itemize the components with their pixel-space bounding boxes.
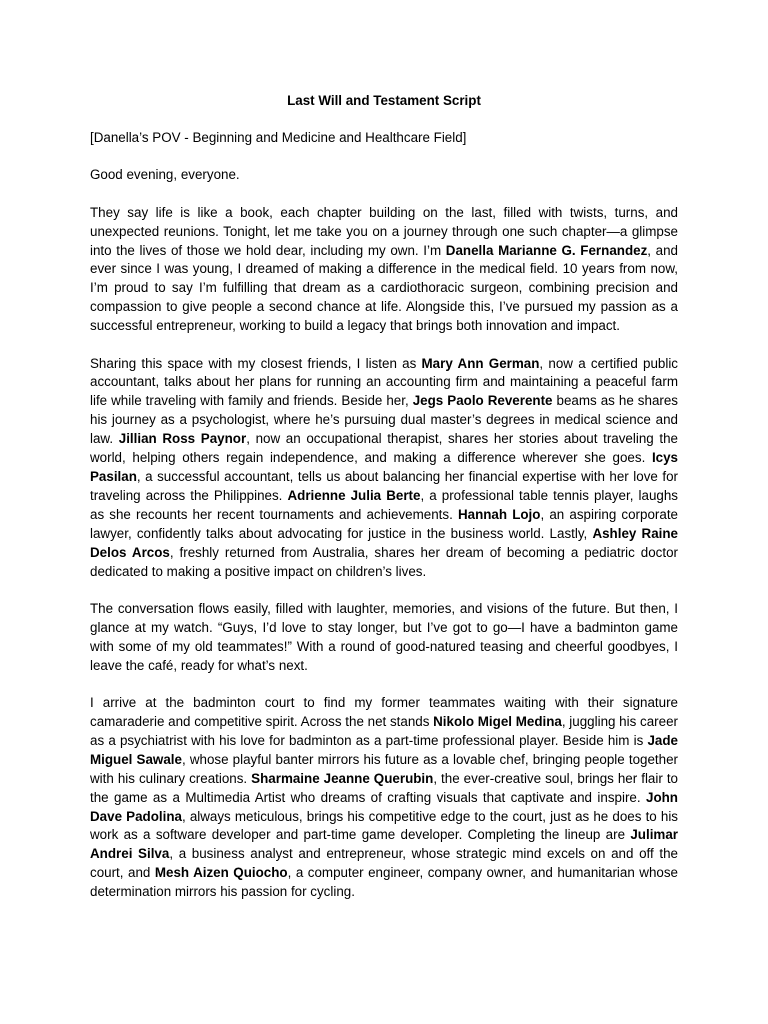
person-name: Sharmaine Jeanne Querubin [251, 770, 434, 786]
text-run: , now an occupational therapist, shares her stories about traveling the world, helping others regain independence, and making a difference wherever she goes. [90, 431, 678, 466]
text-run: , always meticulous, brings his competitive edge to the court, just as he does to his work as a software developer and part-time game developer. Completing the lineup are [90, 808, 678, 843]
text-run: , whose playful banter mirrors his future as a lovable chef, bringing people together with his culinary creations. [90, 751, 679, 786]
person-name: Hannah Lojo [457, 506, 541, 522]
person-name: Nikolo Migel Medina [433, 713, 562, 729]
subtitle-paragraph: [Danella’s POV - Beginning and Medicine and Healthcare Field] [90, 129, 467, 145]
text-run: beams as he shares his journey as a psychologist, where he’s pursuing dual master’s degrees in medical science and law. [90, 393, 678, 447]
person-name: Jade Miguel Sawale [90, 732, 678, 767]
person-name: Icys Pasilan [90, 450, 678, 484]
person-name: Jegs Paolo Reverente [412, 393, 553, 409]
document-title: Last Will and Testament Script [287, 93, 481, 108]
person-name: Ashley Raine Delos Arcos [90, 525, 678, 560]
text-run: , an aspiring corporate lawyer, confidently talks about advocating for justice in the business world. Lastly, [90, 506, 678, 541]
intro-paragraph [90, 204, 678, 336]
text-run: , now a certified public accountant, talks about her plans for running an accounting firm and maintaining a peaceful farm life while traveling with family and friends. Beside her, [90, 355, 678, 409]
text-run: , the ever-creative soul, brings her flair to the game as a Multimedia Artist who dreams of crafting visuals that captivate and inspire. [90, 770, 678, 805]
text-run: , a successful accountant, tells us about balancing her financial expertise with her love for traveling across the Philippines. [90, 469, 678, 503]
badminton-paragraph [90, 694, 678, 902]
text-run: , freshly returned from Australia, shares her dream of becoming a pediatric doctor dedicated to making a positive impact on children’s lives. [90, 544, 678, 579]
text-run: They say life is like a book, each chapter building on the last, filled with twists, turns, and unexpected reunions. Tonight, let me take you on a journey through one such chapter—a glimpse into the lives of those we hold dear, including my own. I’m [90, 204, 678, 258]
person-name: John Dave Padolina [90, 789, 678, 824]
document-page [90, 92, 678, 921]
text-run: , a professional table tennis player, laughs as she recounts her recent tournaments and achievements. [90, 487, 678, 522]
text-run: , juggling his career as a psychiatrist with his love for badminton as a part-time professional player. Beside him is [90, 713, 678, 748]
greeting-paragraph: Good evening, everyone. [90, 167, 240, 183]
person-name: Danella Marianne G. Fernandez [445, 242, 648, 258]
person-name: Adrienne Julia Berte [287, 487, 421, 503]
person-name: Julimar Andrei Silva [90, 827, 678, 862]
text-run: , and ever since I was young, I dreamed of making a difference in the medical field. 10 years from now, I’m proud to say I’m fulfilling that dream as a cardiothoracic surgeon, combining precision and compassion to give people a second chance at life. Alongside this, I’ve pursued my passion as a successful entrepreneur, working to build a legacy that brings both innovation and impact. [90, 242, 678, 334]
person-name: Mesh Aizen Quiocho [154, 865, 288, 881]
text-run: , a business analyst and entrepreneur, whose strategic mind excels on and off the court, and [90, 846, 678, 881]
cafe-paragraph [90, 600, 678, 676]
person-name: Jillian Ross Paynor [118, 431, 247, 447]
friends-paragraph [90, 355, 678, 582]
text-run: The conversation flows easily, filled with laughter, memories, and visions of the future. But then, I glance at my watch. “Guys, I’d love to stay longer, but I’ve got to go—I have a badminton game with some of my old teammates!” With a round of good-natured teasing and cheerful goodbyes, I leave the café, ready for what’s next. [90, 600, 678, 673]
text-run: I arrive at the badminton court to find my former teammates waiting with their signature camaraderie and competitive spirit. Across the net stands [90, 695, 678, 729]
text-run: Sharing this space with my closest friends, I listen as [90, 355, 422, 371]
text-run: , a computer engineer, company owner, and humanitarian whose determination mirrors his passion for cycling. [90, 865, 678, 900]
person-name: Mary Ann German [421, 355, 540, 371]
